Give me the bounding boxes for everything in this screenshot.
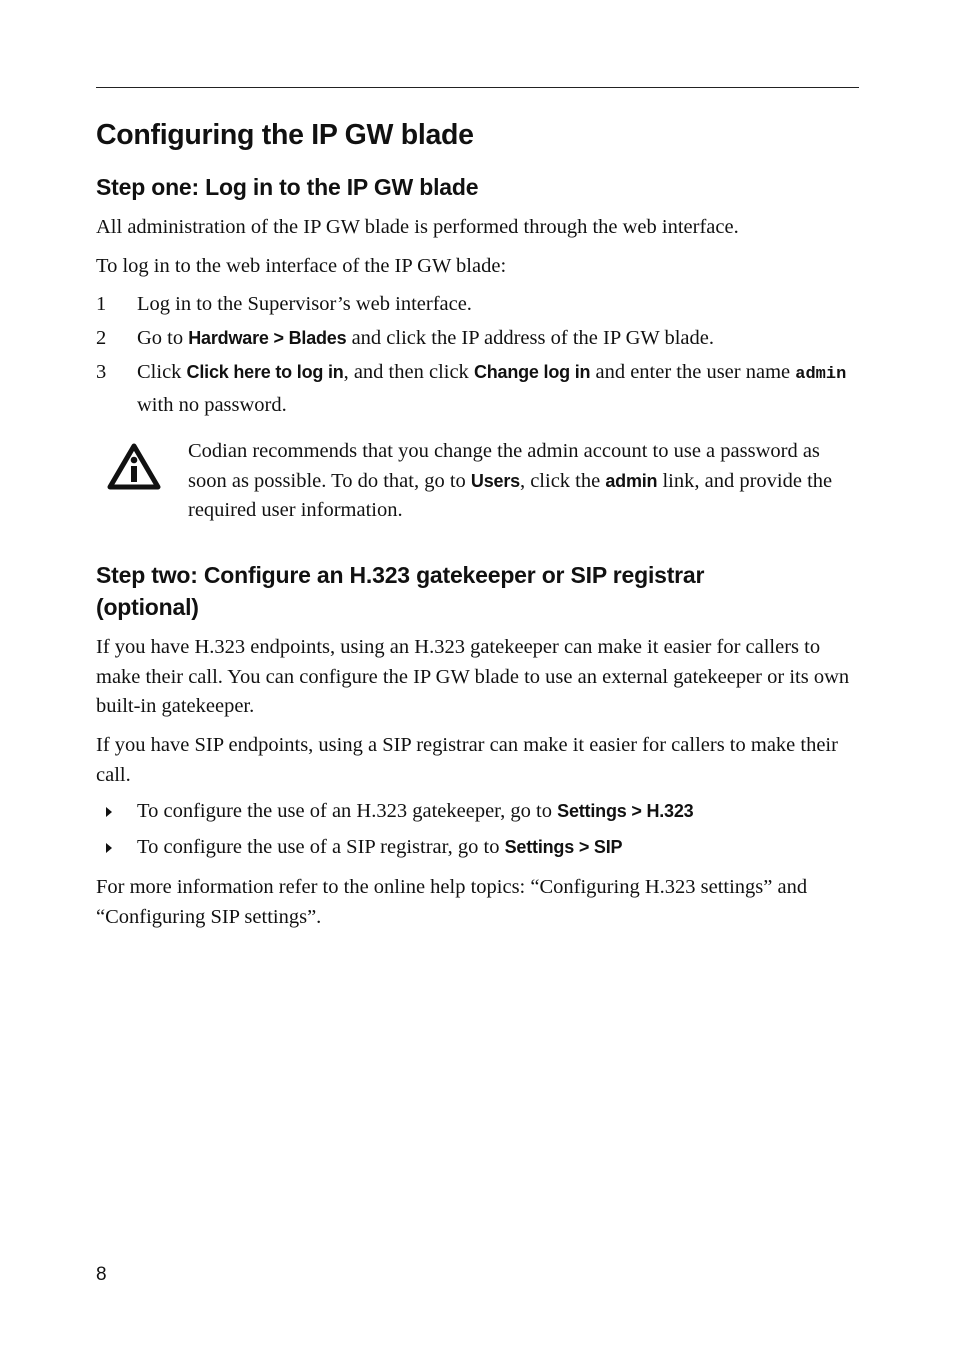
bullet-text: To configure the use of a SIP registrar, go to xyxy=(137,836,505,858)
step-two-heading-line2: (optional) xyxy=(96,594,199,620)
sip-paragraph: If you have SIP endpoints, using a SIP registrar can make it easier for callers to make their call. xyxy=(96,734,838,786)
step-number: 3 xyxy=(96,361,107,383)
step-number: 1 xyxy=(96,293,107,315)
bullet-text: To configure the use of an H.323 gatekeeper, go to xyxy=(137,800,558,822)
step-text: with no password. xyxy=(137,394,287,416)
more-info-paragraph: For more information refer to the online help topics: “Configuring H.323 settings” and “Configuring SIP settings”. xyxy=(96,876,808,928)
step-text: and enter the user name xyxy=(590,361,796,383)
header-rule xyxy=(96,87,859,88)
bullet-arrow-icon xyxy=(103,841,115,855)
bullet-arrow-icon xyxy=(103,805,115,819)
step-one-intro: All administration of the IP GW blade is performed through the web interface. xyxy=(96,216,739,238)
h323-paragraph: If you have H.323 endpoints, using an H.323 gatekeeper can make it easier for callers to make their call. You can configure the IP GW blade to use an external gatekeeper or its own built-in gatekeeper. xyxy=(96,636,850,717)
bullet-item xyxy=(137,833,622,863)
step-text: Go to xyxy=(137,327,189,349)
step-two-heading xyxy=(96,559,704,623)
step-text: Log in to the Supervisor’s web interface. xyxy=(137,293,472,315)
ui-label-users: Users xyxy=(470,470,520,491)
note-text: link, and provide the required user information. xyxy=(188,469,833,521)
step-one-lead-in: To log in to the web interface of the IP GW blade: xyxy=(96,255,507,277)
section-title: Configuring the IP GW blade xyxy=(96,119,474,151)
menu-path-settings-sip: Settings > SIP xyxy=(504,837,623,857)
username-code: admin xyxy=(795,365,847,384)
step-text: and click the IP address of the IP GW blade. xyxy=(346,327,715,349)
step-text: Click xyxy=(137,361,187,383)
page-number: 8 xyxy=(96,1264,107,1285)
ui-label-click-here-to-log-in: Click here to log in xyxy=(186,362,344,382)
admin-password-note xyxy=(188,437,859,526)
step-text: , and then click xyxy=(343,361,474,383)
menu-path-hardware-blades: Hardware > Blades xyxy=(188,328,347,348)
ui-label-admin: admin xyxy=(605,470,658,491)
step-item xyxy=(137,289,859,320)
step-one-heading: Step one: Log in to the IP GW blade xyxy=(96,174,479,200)
note-text: Codian recommends that you change the admin account to use a password as soon as possible. To do that, go to xyxy=(188,440,820,492)
note-text: , click the xyxy=(519,469,606,492)
ui-label-change-log-in: Change log in xyxy=(473,362,591,382)
step-item xyxy=(137,323,859,354)
step-item xyxy=(137,357,859,421)
menu-path-settings-h323: Settings > H.323 xyxy=(557,801,694,821)
step-two-heading-line1: Step two: Configure an H.323 gatekeeper or SIP registrar xyxy=(96,562,705,588)
bullet-item xyxy=(137,797,694,827)
warning-triangle-info-icon xyxy=(105,441,163,493)
step-number: 2 xyxy=(96,327,107,349)
